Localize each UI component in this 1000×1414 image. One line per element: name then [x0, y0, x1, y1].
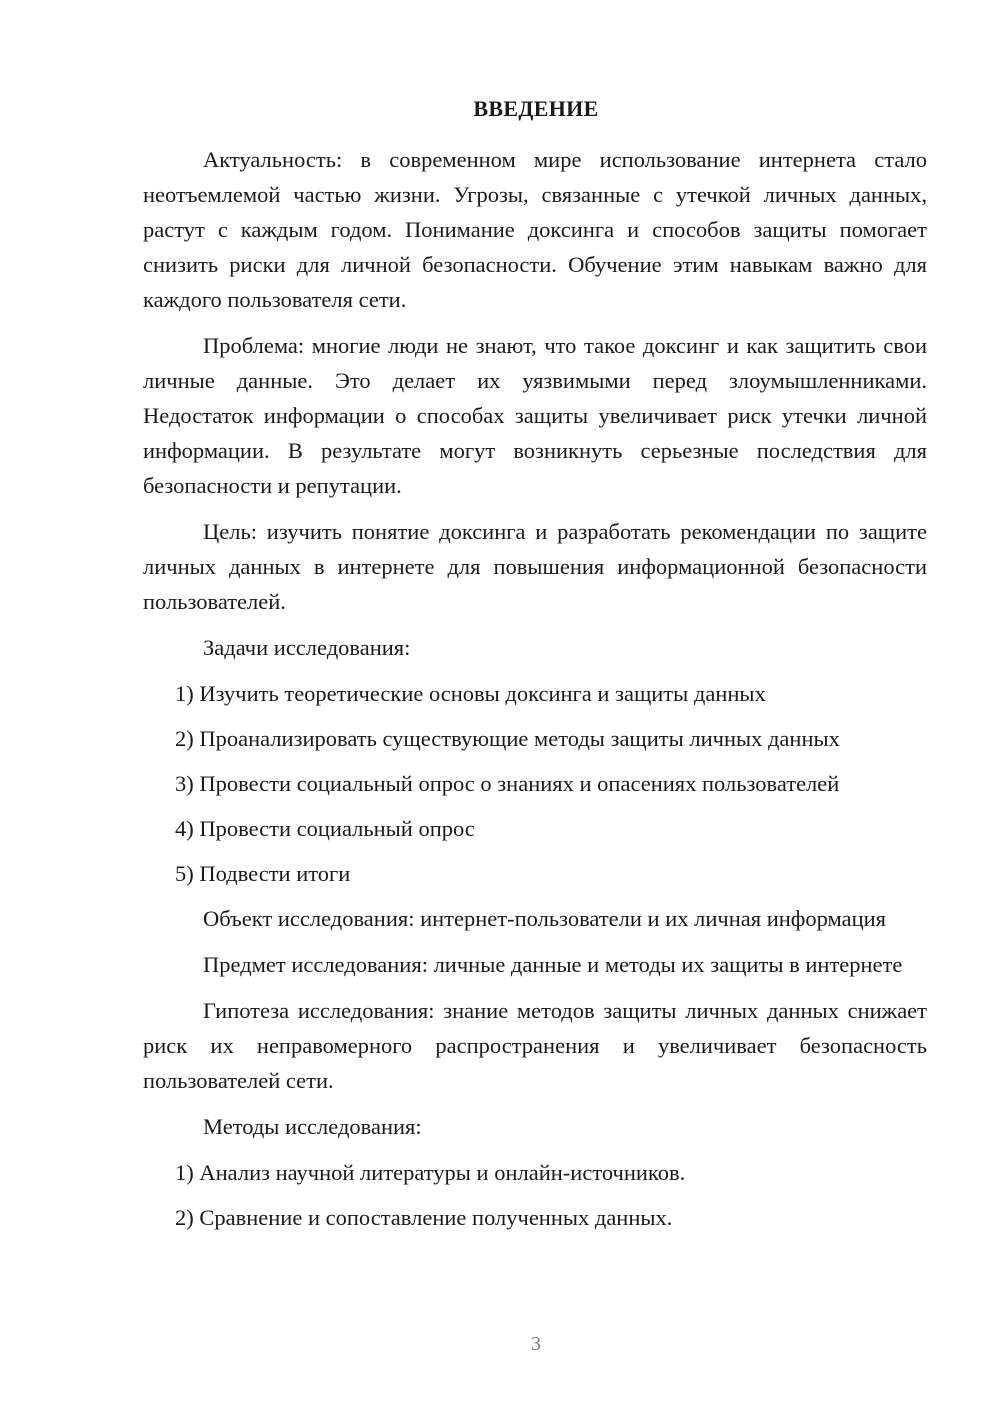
document-body: [143, 142, 927, 1245]
list-item: 5) Подвести итоги: [175, 861, 351, 886]
methods-list: [143, 1155, 927, 1235]
relevance-paragraph: Актуальность: в современном мире использование интернета стало неотъемлемой частью жизни. Угрозы, связанные с утечкой личных данных, растут с каждым годом. Понимание доксинга и способов защиты помогает снизить риски для личной безопасности. Обучение этим навыкам важно для каждого пользователя сети.: [143, 147, 927, 312]
methods-heading: Методы исследования:: [203, 1114, 422, 1139]
list-item: 1) Анализ научной литературы и онлайн-источников.: [175, 1160, 686, 1185]
list-item: 3) Провести социальный опрос о знаниях и опасениях пользователей: [175, 771, 840, 796]
page-number: 3: [531, 1333, 541, 1355]
tasks-heading: Задачи исследования:: [203, 635, 411, 660]
list-item: 2) Сравнение и сопоставление полученных данных.: [175, 1205, 673, 1230]
subject-paragraph: Предмет исследования: личные данные и методы их защиты в интернете: [203, 952, 903, 977]
list-item: 4) Провести социальный опрос: [175, 816, 475, 841]
section-title: ВВЕДЕНИЕ: [473, 96, 599, 121]
list-item: 1) Изучить теоретические основы доксинга и защиты данных: [175, 681, 766, 706]
list-item: 2) Проанализировать существующие методы защиты личных данных: [175, 726, 840, 751]
goal-paragraph: Цель: изучить понятие доксинга и разработать рекомендации по защите личных данных в интернете для повышения информационной безопасности пользователей.: [143, 519, 927, 614]
object-paragraph: Объект исследования: интернет-пользователи и их личная информация: [203, 906, 887, 931]
tasks-list: [143, 676, 927, 891]
problem-paragraph: Проблема: многие люди не знают, что такое доксинг и как защитить свои личные данные. Это делает их уязвимыми перед злоумышленниками. Недостаток информации о способах защиты увеличивает риск утечки личной информации. В результате могут возникнуть серьезные последствия для безопасности и репутации.: [143, 333, 927, 498]
hypothesis-paragraph: Гипотеза исследования: знание методов защиты личных данных снижает риск их неправомерного распространения и увеличивает безопасность пользователей сети.: [143, 998, 927, 1093]
